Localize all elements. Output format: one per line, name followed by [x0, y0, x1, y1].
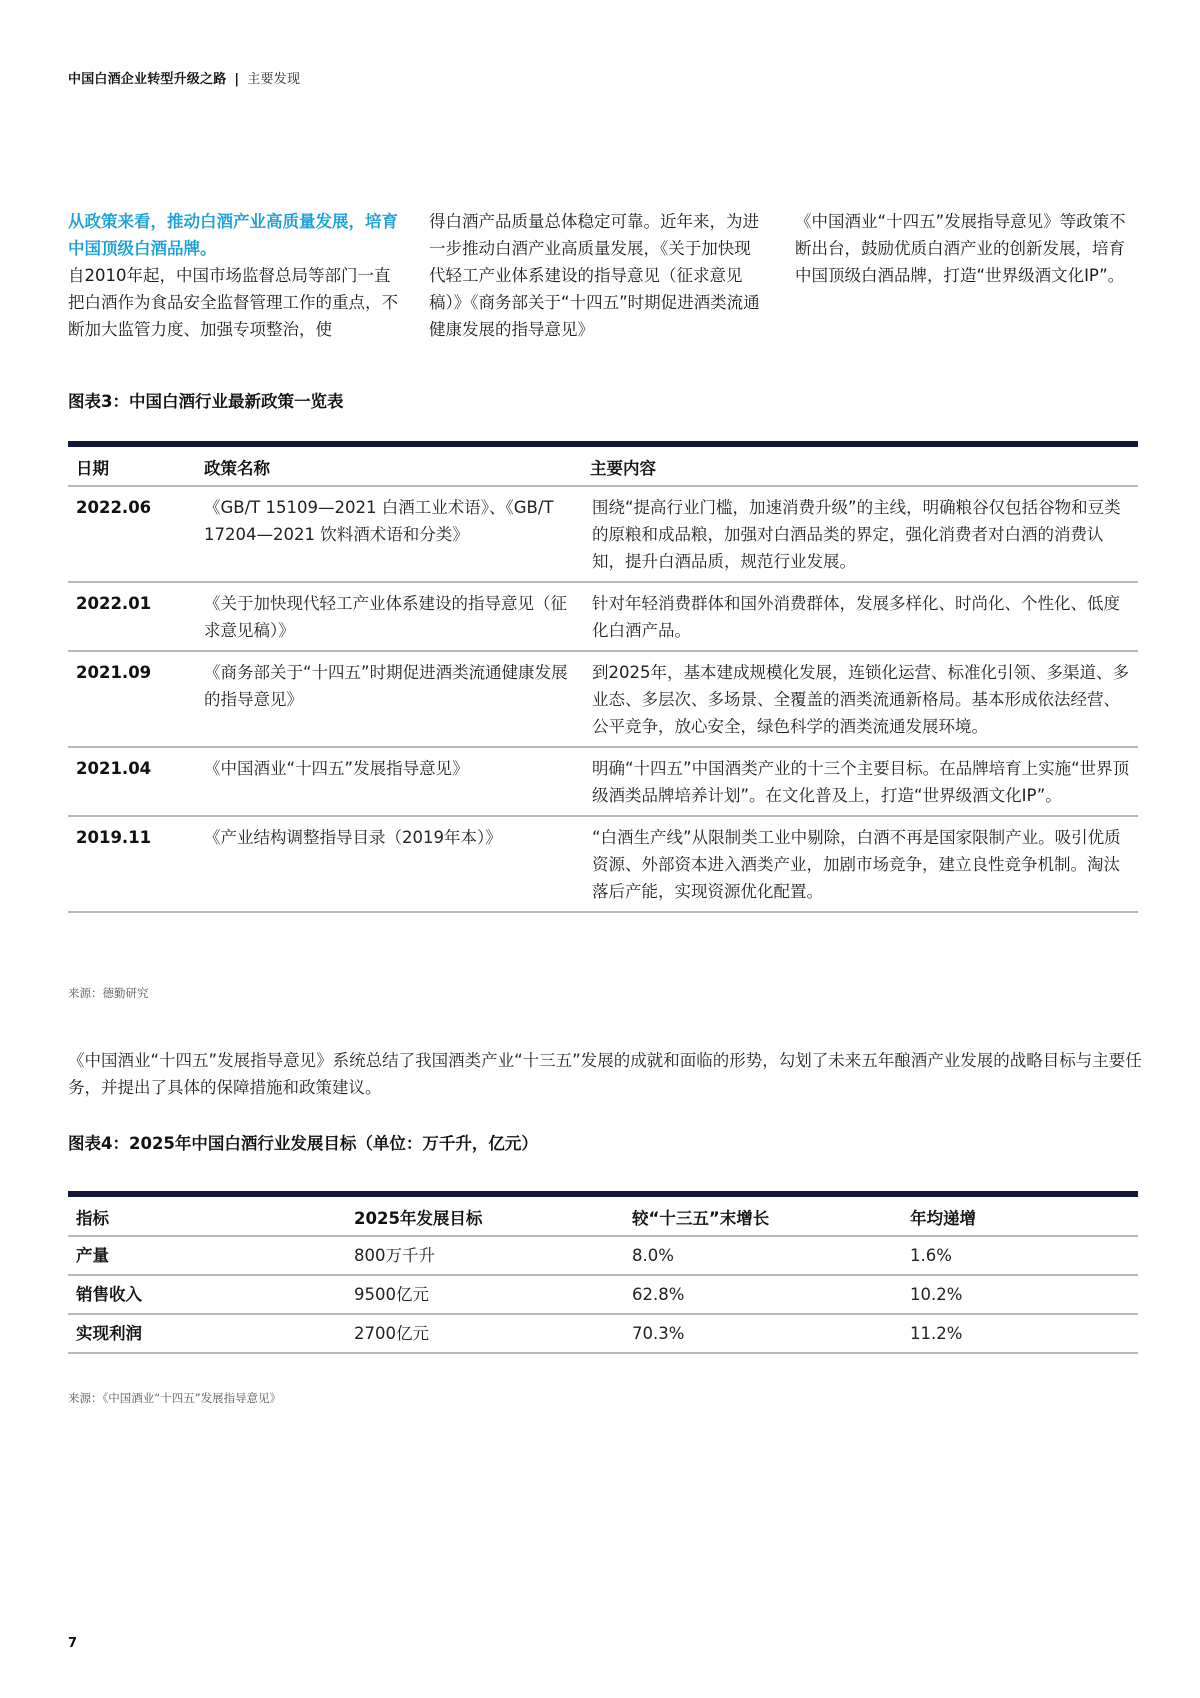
page-number: 7	[68, 1636, 78, 1651]
policy-date: 2019.11	[68, 816, 192, 912]
intro-column-2-text: 得白酒产品质量总体稳定可靠。近年来，为进一步推动白酒产业高质量发展，《关于加快现代轻工产业体系建设的指导意见（征求意见稿）》《商务部关于“十四五”时期促进酒类流通健康发展的指导意见》	[429, 212, 760, 339]
column-header-indicator: 指标	[68, 1194, 346, 1236]
column-header-target: 2025年发展目标	[346, 1194, 624, 1236]
section-name: 主要发现	[247, 72, 301, 87]
body-paragraph: 《中国酒业“十四五”发展指导意见》系统总结了我国酒类产业“十三五”发展的成就和面临的形势，勾划了未来五年酿酒产业发展的战略目标与主要任务，并提出了具体的保障措施和政策建议。	[68, 1051, 1142, 1097]
policy-date: 2021.09	[68, 651, 192, 747]
annual-value: 1.6%	[902, 1236, 1138, 1275]
target-value: 800万千升	[346, 1236, 624, 1275]
table-row	[68, 651, 1138, 747]
indicator-name: 实现利润	[68, 1314, 346, 1353]
column-header-date: 日期	[68, 444, 192, 486]
policy-date: 2022.06	[68, 486, 192, 582]
running-header	[68, 68, 300, 87]
target-value: 2700亿元	[346, 1314, 624, 1353]
figure-3-source: 来源：德勤研究	[68, 986, 149, 1000]
policy-date: 2021.04	[68, 747, 192, 816]
table-header-row	[68, 1194, 1138, 1236]
policy-date: 2022.01	[68, 582, 192, 651]
policy-content: 围绕“提高行业门槛，加速消费升级”的主线，明确粮谷仅包括谷物和豆类的原粮和成品粮，加强对白酒品类的界定，强化消费者对白酒的消费认知，提升白酒品质，规范行业发展。	[582, 486, 1138, 582]
indicator-name: 产量	[68, 1236, 346, 1275]
column-header-growth: 较“十三五”末增长	[624, 1194, 902, 1236]
annual-value: 10.2%	[902, 1275, 1138, 1314]
policy-content: 针对年轻消费群体和国外消费群体，发展多样化、时尚化、个性化、低度化白酒产品。	[582, 582, 1138, 651]
target-value: 9500亿元	[346, 1275, 624, 1314]
table-row	[68, 816, 1138, 912]
table-row	[68, 1275, 1138, 1314]
policy-content: 明确“十四五”中国酒类产业的十三个主要目标。在品牌培育上实施“世界顶级酒类品牌培养计划”。在文化普及上，打造“世界级酒文化IP”。	[582, 747, 1138, 816]
table-row	[68, 486, 1138, 582]
policy-name: 《GB/T 15109—2021 白酒工业术语》、《GB/T 17204—2021 饮料酒术语和分类》	[192, 486, 582, 582]
intro-column-3-text: 《中国酒业“十四五”发展指导意见》等政策不断出台，鼓励优质白酒产业的创新发展，培育中国顶级白酒品牌，打造“世界级酒文化IP”。	[795, 212, 1126, 285]
figure-3-title: 图表3：中国白酒行业最新政策一览表	[68, 392, 344, 411]
intro-column-3	[795, 208, 1133, 343]
targets-table	[68, 1191, 1138, 1354]
table-row	[68, 582, 1138, 651]
table-row	[68, 747, 1138, 816]
intro-column-2	[429, 208, 765, 343]
intro-column-1-text: 自2010年起，中国市场监督总局等部门一直把白酒作为食品安全监督管理工作的重点，不断加大监管力度、加强专项整治，使	[68, 266, 398, 339]
growth-value: 62.8%	[624, 1275, 902, 1314]
policy-name: 《产业结构调整指导目录（2019年本）》	[192, 816, 582, 912]
intro-lead: 从政策来看，推动白酒产业高质量发展，培育中国顶级白酒品牌。	[68, 212, 398, 258]
column-header-policy-name: 政策名称	[192, 444, 582, 486]
policy-table	[68, 441, 1138, 913]
growth-value: 70.3%	[624, 1314, 902, 1353]
policy-name: 《商务部关于“十四五”时期促进酒类流通健康发展的指导意见》	[192, 651, 582, 747]
figure-4-source: 来源：《中国酒业“十四五”发展指导意见》	[68, 1391, 282, 1405]
table-header-row	[68, 444, 1138, 486]
policy-name: 《中国酒业“十四五”发展指导意见》	[192, 747, 582, 816]
table-row	[68, 1314, 1138, 1353]
column-header-annual: 年均递增	[902, 1194, 1138, 1236]
policy-name: 《关于加快现代轻工产业体系建设的指导意见（征求意见稿）》	[192, 582, 582, 651]
table-row	[68, 1236, 1138, 1275]
intro-column-1	[68, 208, 401, 343]
policy-content: 到2025年，基本建成规模化发展，连锁化运营、标准化引领、多渠道、多业态、多层次、多场景、全覆盖的酒类流通新格局。基本形成依法经营、公平竞争，放心安全，绿色科学的酒类流通发展环境。	[582, 651, 1138, 747]
header-separator: |	[234, 72, 240, 87]
annual-value: 11.2%	[902, 1314, 1138, 1353]
figure-4-title: 图表4：2025年中国白酒行业发展目标（单位：万千升，亿元）	[68, 1134, 538, 1153]
indicator-name: 销售收入	[68, 1275, 346, 1314]
growth-value: 8.0%	[624, 1236, 902, 1275]
report-title: 中国白酒企业转型升级之路	[68, 72, 227, 87]
column-header-content: 主要内容	[582, 444, 1138, 486]
policy-content: “白酒生产线”从限制类工业中剔除，白酒不再是国家限制产业。吸引优质资源、外部资本进入酒类产业，加剧市场竞争，建立良性竞争机制。淘汰落后产能，实现资源优化配置。	[582, 816, 1138, 912]
intro-columns	[68, 208, 1133, 343]
